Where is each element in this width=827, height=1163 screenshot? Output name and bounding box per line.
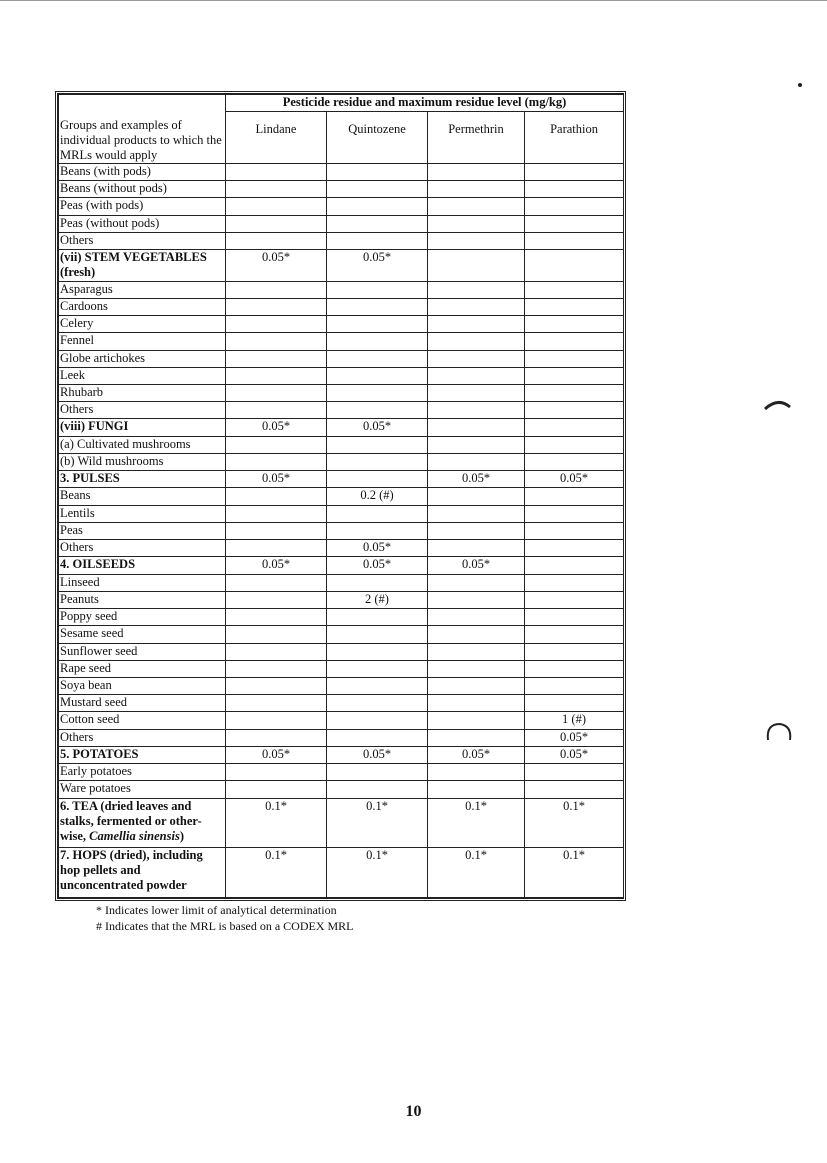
value-cell: [428, 164, 525, 181]
value-cell: [327, 333, 428, 350]
row-label: Peas (with pods): [59, 198, 226, 215]
value-cell: [327, 764, 428, 781]
row-label: Asparagus: [59, 281, 226, 298]
table-row: [59, 591, 624, 608]
table-row: [59, 848, 624, 898]
value-cell: [428, 367, 525, 384]
table-row: [59, 471, 624, 488]
value-cell: [226, 215, 327, 232]
value-cell: [525, 488, 624, 505]
table-row: [59, 316, 624, 333]
row-label: 7. HOPS (dried), including hop pellets and unconcentrated powder: [59, 848, 226, 898]
value-cell: [525, 522, 624, 539]
value-cell: [226, 436, 327, 453]
value-cell: [428, 764, 525, 781]
scan-artifact-dot: [798, 83, 802, 87]
row-label: Others: [59, 540, 226, 557]
value-cell: [226, 402, 327, 419]
value-cell: [428, 609, 525, 626]
value-cell: [428, 215, 525, 232]
value-cell: [525, 402, 624, 419]
table-row: [59, 215, 624, 232]
value-cell: [226, 677, 327, 694]
table-row: [59, 522, 624, 539]
table-row: [59, 660, 624, 677]
table-row: [59, 540, 624, 557]
table-row: [59, 232, 624, 249]
value-cell: [525, 540, 624, 557]
value-cell: [327, 198, 428, 215]
row-label: Ware potatoes: [59, 781, 226, 798]
value-cell: [327, 522, 428, 539]
value-cell: 0.2 (#): [327, 488, 428, 505]
value-cell: [428, 232, 525, 249]
value-cell: [226, 626, 327, 643]
value-cell: 0.05*: [226, 746, 327, 763]
table-row: [59, 333, 624, 350]
table-row: [59, 281, 624, 298]
value-cell: [428, 729, 525, 746]
value-cell: [226, 729, 327, 746]
value-cell: [525, 350, 624, 367]
row-label: (vii) STEM VEGETABLES (fresh): [59, 250, 226, 281]
value-cell: [428, 402, 525, 419]
value-cell: [525, 781, 624, 798]
table-row: [59, 419, 624, 436]
value-cell: [327, 643, 428, 660]
value-cell: [327, 781, 428, 798]
table-row: [59, 626, 624, 643]
value-cell: [226, 643, 327, 660]
value-cell: [226, 609, 327, 626]
value-cell: [428, 350, 525, 367]
row-label: 5. POTATOES: [59, 746, 226, 763]
footnote-hash: # Indicates that the MRL is based on a CODEX MRL: [96, 919, 354, 933]
table-row: [59, 643, 624, 660]
value-cell: 0.05*: [226, 557, 327, 574]
table-row: [59, 181, 624, 198]
value-cell: [428, 333, 525, 350]
value-cell: [428, 643, 525, 660]
row-label: Fennel: [59, 333, 226, 350]
value-cell: [327, 471, 428, 488]
value-cell: [327, 729, 428, 746]
value-cell: [226, 591, 327, 608]
row-label: Celery: [59, 316, 226, 333]
value-cell: [327, 232, 428, 249]
value-cell: [525, 316, 624, 333]
row-label: Cardoons: [59, 298, 226, 315]
value-cell: 0.05*: [428, 746, 525, 763]
value-cell: 2 (#): [327, 591, 428, 608]
value-cell: [428, 626, 525, 643]
value-cell: [327, 609, 428, 626]
value-cell: [428, 316, 525, 333]
table-row: [59, 164, 624, 181]
value-cell: [525, 695, 624, 712]
row-label: Rape seed: [59, 660, 226, 677]
scan-artifact-circle: [760, 718, 800, 748]
value-cell: [428, 181, 525, 198]
value-cell: [327, 677, 428, 694]
value-cell: [525, 764, 624, 781]
row-label-part: ): [179, 828, 184, 843]
value-cell: [226, 316, 327, 333]
value-cell: 0.05*: [327, 250, 428, 281]
value-cell: [428, 540, 525, 557]
value-cell: [525, 367, 624, 384]
value-cell: [327, 712, 428, 729]
value-cell: [525, 505, 624, 522]
value-cell: [428, 591, 525, 608]
row-label: Beans: [59, 488, 226, 505]
value-cell: [525, 574, 624, 591]
value-cell: 0.05*: [525, 746, 624, 763]
value-cell: 0.1*: [226, 798, 327, 848]
table-row: [59, 385, 624, 402]
row-label: Poppy seed: [59, 609, 226, 626]
row-label: Sunflower seed: [59, 643, 226, 660]
value-cell: [428, 695, 525, 712]
table-row: [59, 505, 624, 522]
top-edge-line: [0, 0, 827, 1]
row-label: [59, 798, 226, 848]
value-cell: [428, 781, 525, 798]
value-cell: [525, 557, 624, 574]
value-cell: [226, 540, 327, 557]
footnote-asterisk: * Indicates lower limit of analytical determination: [96, 903, 337, 917]
value-cell: 0.05*: [327, 540, 428, 557]
table-row: [59, 250, 624, 281]
value-cell: [226, 574, 327, 591]
mrl-table-frame: [55, 91, 626, 901]
table-row: [59, 350, 624, 367]
mrl-table: [58, 94, 624, 898]
row-label: Cotton seed: [59, 712, 226, 729]
value-cell: [226, 453, 327, 470]
value-cell: [525, 609, 624, 626]
value-cell: [428, 505, 525, 522]
scan-artifact-mark: [760, 395, 800, 415]
value-cell: [226, 488, 327, 505]
value-cell: [525, 677, 624, 694]
value-cell: [428, 419, 525, 436]
row-label: (viii) FUNGI: [59, 419, 226, 436]
value-cell: [525, 181, 624, 198]
value-cell: [327, 367, 428, 384]
value-cell: 0.1*: [525, 798, 624, 848]
value-cell: [226, 695, 327, 712]
value-cell: [327, 505, 428, 522]
row-label: (b) Wild mushrooms: [59, 453, 226, 470]
value-cell: [327, 660, 428, 677]
value-cell: [428, 298, 525, 315]
row-label: Leek: [59, 367, 226, 384]
table-row: [59, 677, 624, 694]
value-cell: [428, 436, 525, 453]
value-cell: [428, 522, 525, 539]
value-cell: [226, 660, 327, 677]
value-cell: 0.05*: [226, 250, 327, 281]
column-header-permethrin: Permethrin: [428, 112, 525, 164]
table-row: [59, 488, 624, 505]
value-cell: 0.1*: [428, 798, 525, 848]
value-cell: [327, 574, 428, 591]
row-label: 3. PULSES: [59, 471, 226, 488]
row-label: Others: [59, 729, 226, 746]
table-row: [59, 764, 624, 781]
value-cell: [226, 298, 327, 315]
column-header-quintozene: Quintozene: [327, 112, 428, 164]
table-row: [59, 298, 624, 315]
footnotes: [96, 902, 354, 934]
value-cell: [525, 298, 624, 315]
value-cell: [226, 350, 327, 367]
value-cell: 0.05*: [226, 419, 327, 436]
table-row: [59, 198, 624, 215]
value-cell: [525, 643, 624, 660]
row-label: Beans (without pods): [59, 181, 226, 198]
value-cell: [226, 281, 327, 298]
table-row: [59, 574, 624, 591]
value-cell: [428, 453, 525, 470]
value-cell: [226, 198, 327, 215]
value-cell: [525, 626, 624, 643]
value-cell: [226, 164, 327, 181]
table-row: [59, 367, 624, 384]
table-row: [59, 746, 624, 763]
column-header-parathion: Parathion: [525, 112, 624, 164]
value-cell: 0.05*: [327, 419, 428, 436]
value-cell: 1 (#): [525, 712, 624, 729]
value-cell: [525, 385, 624, 402]
value-cell: 0.1*: [327, 798, 428, 848]
value-cell: [226, 333, 327, 350]
value-cell: [226, 232, 327, 249]
row-label: Others: [59, 402, 226, 419]
row-label-part: 6. TEA (dried leaves and stalks, fermented or other-wise,: [60, 798, 202, 843]
value-cell: [327, 215, 428, 232]
value-cell: [327, 316, 428, 333]
value-cell: 0.05*: [327, 557, 428, 574]
value-cell: [226, 522, 327, 539]
value-cell: 0.05*: [525, 471, 624, 488]
value-cell: [428, 198, 525, 215]
value-cell: [327, 402, 428, 419]
value-cell: [226, 505, 327, 522]
value-cell: [428, 712, 525, 729]
value-cell: [327, 626, 428, 643]
value-cell: 0.05*: [428, 557, 525, 574]
value-cell: [327, 436, 428, 453]
value-cell: [226, 181, 327, 198]
table-row: [59, 695, 624, 712]
row-label: Beans (with pods): [59, 164, 226, 181]
row-label-part: Camellia sinensis: [89, 828, 180, 843]
value-cell: [327, 385, 428, 402]
row-label: Soya bean: [59, 677, 226, 694]
value-cell: [525, 660, 624, 677]
value-cell: [525, 232, 624, 249]
value-cell: [327, 281, 428, 298]
value-cell: [428, 385, 525, 402]
row-label: Sesame seed: [59, 626, 226, 643]
table-row: [59, 436, 624, 453]
value-cell: [428, 677, 525, 694]
value-cell: [428, 488, 525, 505]
value-cell: [525, 591, 624, 608]
value-cell: [226, 781, 327, 798]
row-label: 4. OILSEEDS: [59, 557, 226, 574]
value-cell: 0.05*: [428, 471, 525, 488]
value-cell: 0.1*: [226, 848, 327, 898]
value-cell: [327, 181, 428, 198]
value-cell: [525, 333, 624, 350]
pesticide-header: Pesticide residue and maximum residue level (mg/kg): [226, 95, 624, 112]
row-label: Globe artichokes: [59, 350, 226, 367]
column-header-lindane: Lindane: [226, 112, 327, 164]
value-cell: 0.1*: [327, 848, 428, 898]
value-cell: [226, 385, 327, 402]
value-cell: 0.1*: [525, 848, 624, 898]
value-cell: [226, 764, 327, 781]
value-cell: [525, 198, 624, 215]
value-cell: [525, 215, 624, 232]
table-row: [59, 712, 624, 729]
value-cell: [525, 419, 624, 436]
table-row: [59, 729, 624, 746]
value-cell: [525, 164, 624, 181]
table-body: [59, 164, 624, 898]
row-label: Linseed: [59, 574, 226, 591]
value-cell: 0.05*: [327, 746, 428, 763]
value-cell: [428, 660, 525, 677]
value-cell: [327, 453, 428, 470]
table-row: [59, 798, 624, 848]
table-row: [59, 609, 624, 626]
row-label: Peas: [59, 522, 226, 539]
row-label: Others: [59, 232, 226, 249]
table-row: [59, 402, 624, 419]
row-label: Lentils: [59, 505, 226, 522]
row-label: Early potatoes: [59, 764, 226, 781]
value-cell: [525, 281, 624, 298]
table-row: [59, 781, 624, 798]
value-cell: [525, 453, 624, 470]
value-cell: 0.05*: [226, 471, 327, 488]
page-number: 10: [405, 1103, 422, 1120]
row-label: Mustard seed: [59, 695, 226, 712]
value-cell: [327, 350, 428, 367]
value-cell: [226, 712, 327, 729]
row-label: Peas (without pods): [59, 215, 226, 232]
value-cell: [327, 164, 428, 181]
value-cell: [327, 695, 428, 712]
value-cell: 0.05*: [525, 729, 624, 746]
row-label: (a) Cultivated mushrooms: [59, 436, 226, 453]
value-cell: [428, 250, 525, 281]
row-label: Peanuts: [59, 591, 226, 608]
value-cell: [428, 574, 525, 591]
value-cell: [226, 367, 327, 384]
value-cell: [327, 298, 428, 315]
row-label: Rhubarb: [59, 385, 226, 402]
value-cell: [525, 250, 624, 281]
table-row: [59, 453, 624, 470]
table-row: [59, 557, 624, 574]
value-cell: 0.1*: [428, 848, 525, 898]
value-cell: [525, 436, 624, 453]
groups-header: Groups and examples of individual products to which the MRLs would apply: [59, 95, 226, 164]
value-cell: [428, 281, 525, 298]
